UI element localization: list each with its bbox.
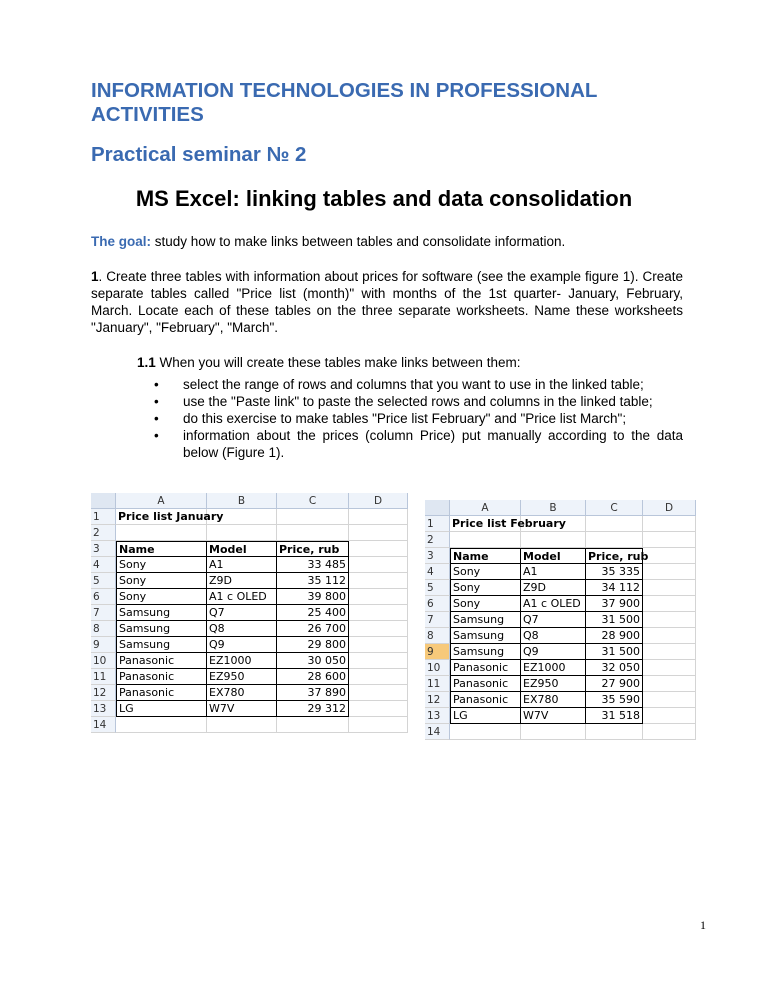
table-cell: Q8 <box>521 628 586 644</box>
empty-cell <box>643 692 696 708</box>
table-cell: EZ1000 <box>207 653 277 669</box>
empty-cell <box>643 660 696 676</box>
table-cell: Q8 <box>207 621 277 637</box>
excel-sheet-february <box>425 500 696 740</box>
empty-cell <box>349 541 408 557</box>
row-number: 5 <box>425 580 450 596</box>
document-title: INFORMATION TECHNOLOGIES IN PROFESSIONAL ACTIVITIES <box>91 79 598 126</box>
table-cell: EX780 <box>207 685 277 701</box>
row-number: 3 <box>91 541 116 557</box>
empty-cell <box>277 525 349 541</box>
select-all-corner <box>425 500 450 516</box>
table-cell: EZ950 <box>521 676 586 692</box>
table-cell: 31 500 <box>586 644 643 660</box>
page-number: 1 <box>700 918 706 932</box>
table-cell: 29 312 <box>277 701 349 717</box>
row-number: 2 <box>425 532 450 548</box>
task-1-paragraph <box>91 268 683 336</box>
goal-label: The goal: <box>91 234 151 249</box>
table-cell: LG <box>450 708 521 724</box>
table-cell: A1 <box>521 564 586 580</box>
task-1-1-number: 1.1 <box>137 355 156 370</box>
table-cell: A1 c OLED <box>207 589 277 605</box>
task-1-text: . Create three tables with information about prices for software (see the example figure 1). Create separate tables called "Price list (month)" with months of the 1st quarter- January, February, March. Locate each of these tables on the three separate worksheets. Name these worksheets "January", "February", "March". <box>91 269 683 335</box>
select-all-corner <box>91 493 116 509</box>
table-cell: Q9 <box>207 637 277 653</box>
sheet-title-cell: Price list January <box>118 510 224 523</box>
table-cell: 25 400 <box>277 605 349 621</box>
list-item: • do this exercise to make tables "Price list February" and "Price list March"; <box>154 411 627 426</box>
column-title-cell: Price, rub <box>588 550 649 563</box>
table-cell: Q7 <box>521 612 586 628</box>
empty-cell <box>521 724 586 740</box>
table-cell: Samsung <box>450 612 521 628</box>
column-title-cell: Price, rub <box>277 541 349 557</box>
empty-cell <box>207 509 277 525</box>
table-cell: Panasonic <box>450 676 521 692</box>
empty-cell <box>207 717 277 733</box>
row-number: 7 <box>425 612 450 628</box>
table-cell: 28 600 <box>277 669 349 685</box>
row-number: 9 <box>91 637 116 653</box>
table-cell: Samsung <box>116 605 207 621</box>
row-number: 7 <box>91 605 116 621</box>
empty-cell <box>586 532 643 548</box>
table-cell: 26 700 <box>277 621 349 637</box>
row-number: 6 <box>425 596 450 612</box>
table-cell: 35 335 <box>586 564 643 580</box>
excel-sheet-january <box>91 493 408 733</box>
empty-cell <box>450 532 521 548</box>
table-cell: W7V <box>207 701 277 717</box>
column-header: D <box>349 493 408 509</box>
column-header: A <box>450 500 521 516</box>
list-item: • select the range of rows and columns that you want to use in the linked table; <box>154 377 644 392</box>
empty-cell <box>643 580 696 596</box>
column-header: A <box>116 493 207 509</box>
excel-grid <box>425 500 696 740</box>
empty-cell <box>643 708 696 724</box>
table-cell: 33 485 <box>277 557 349 573</box>
column-title-cell: Name <box>450 548 521 564</box>
empty-cell <box>643 612 696 628</box>
row-number: 1 <box>91 509 116 525</box>
empty-cell <box>643 564 696 580</box>
empty-cell <box>116 717 207 733</box>
empty-cell <box>349 605 408 621</box>
empty-cell <box>521 516 586 532</box>
empty-cell <box>643 532 696 548</box>
bullet-icon: • <box>154 428 159 443</box>
table-cell: EZ1000 <box>521 660 586 676</box>
table-cell: 30 050 <box>277 653 349 669</box>
empty-cell <box>349 557 408 573</box>
table-cell: Sony <box>116 557 207 573</box>
column-header: B <box>521 500 586 516</box>
table-cell: A1 <box>207 557 277 573</box>
empty-cell <box>349 653 408 669</box>
empty-cell <box>450 724 521 740</box>
empty-cell <box>643 644 696 660</box>
table-cell: 35 112 <box>277 573 349 589</box>
row-number: 11 <box>91 669 116 685</box>
row-number: 4 <box>425 564 450 580</box>
row-number: 1 <box>425 516 450 532</box>
row-number: 12 <box>425 692 450 708</box>
table-cell: Samsung <box>116 621 207 637</box>
instruction-list <box>153 376 683 461</box>
row-number: 9 <box>425 644 450 660</box>
table-cell: Sony <box>450 596 521 612</box>
column-header: D <box>643 500 696 516</box>
empty-cell <box>349 621 408 637</box>
empty-cell <box>643 724 696 740</box>
table-cell: Q9 <box>521 644 586 660</box>
table-cell: 27 900 <box>586 676 643 692</box>
empty-cell <box>277 717 349 733</box>
excel-grid <box>91 493 408 733</box>
goal-paragraph <box>91 233 565 250</box>
column-header: B <box>207 493 277 509</box>
table-cell: Q7 <box>207 605 277 621</box>
empty-cell <box>349 669 408 685</box>
table-cell: 28 900 <box>586 628 643 644</box>
row-number: 12 <box>91 685 116 701</box>
table-cell: 39 800 <box>277 589 349 605</box>
row-number: 6 <box>91 589 116 605</box>
table-cell: Samsung <box>450 628 521 644</box>
empty-cell <box>643 676 696 692</box>
row-number: 4 <box>91 557 116 573</box>
column-header: C <box>586 500 643 516</box>
row-number: 14 <box>91 717 116 733</box>
empty-cell <box>349 509 408 525</box>
topic-heading: MS Excel: linking tables and data consolidation <box>135 186 633 211</box>
table-cell: Sony <box>450 564 521 580</box>
empty-cell <box>643 516 696 532</box>
table-cell: Panasonic <box>116 669 207 685</box>
table-cell: 34 112 <box>586 580 643 596</box>
table-cell: LG <box>116 701 207 717</box>
table-cell: 29 800 <box>277 637 349 653</box>
empty-cell <box>349 589 408 605</box>
sheet-title-cell: Price list February <box>452 517 566 530</box>
bullet-icon: • <box>154 411 159 426</box>
table-cell: Z9D <box>207 573 277 589</box>
table-cell: 32 050 <box>586 660 643 676</box>
table-cell: Sony <box>116 589 207 605</box>
empty-cell <box>643 628 696 644</box>
table-cell: Panasonic <box>450 660 521 676</box>
row-number: 13 <box>425 708 450 724</box>
row-number: 3 <box>425 548 450 564</box>
empty-cell <box>643 548 696 564</box>
empty-cell <box>207 525 277 541</box>
table-cell: Panasonic <box>450 692 521 708</box>
row-number: 10 <box>91 653 116 669</box>
table-cell: 37 900 <box>586 596 643 612</box>
table-cell: Samsung <box>450 644 521 660</box>
empty-cell <box>643 596 696 612</box>
table-cell: 37 890 <box>277 685 349 701</box>
task-1-1-text: When you will create these tables make links between them: <box>155 355 521 370</box>
task-1-number: 1 <box>91 269 99 284</box>
column-title-cell: Model <box>521 548 586 564</box>
column-header: C <box>277 493 349 509</box>
column-title-cell: Name <box>116 541 207 557</box>
task-1-1-paragraph <box>137 354 520 371</box>
table-cell: EX780 <box>521 692 586 708</box>
column-title-cell: Model <box>207 541 277 557</box>
row-number: 5 <box>91 573 116 589</box>
row-number: 10 <box>425 660 450 676</box>
row-number: 13 <box>91 701 116 717</box>
empty-cell <box>349 525 408 541</box>
list-item: • information about the prices (column Price) put manually according to the data below (Figure 1). <box>154 428 683 460</box>
table-cell: Panasonic <box>116 653 207 669</box>
row-number: 11 <box>425 676 450 692</box>
seminar-heading: Practical seminar № 2 <box>91 143 307 166</box>
empty-cell <box>586 724 643 740</box>
table-cell: 35 590 <box>586 692 643 708</box>
table-cell: EZ950 <box>207 669 277 685</box>
table-cell: W7V <box>521 708 586 724</box>
table-cell: Sony <box>450 580 521 596</box>
row-number: 14 <box>425 724 450 740</box>
empty-cell <box>349 717 408 733</box>
empty-cell <box>349 573 408 589</box>
bullet-icon: • <box>154 394 159 409</box>
table-cell: Sony <box>116 573 207 589</box>
empty-cell <box>349 701 408 717</box>
table-cell: 31 500 <box>586 612 643 628</box>
row-number: 8 <box>91 621 116 637</box>
empty-cell <box>586 516 643 532</box>
table-cell: Samsung <box>116 637 207 653</box>
table-cell: 31 518 <box>586 708 643 724</box>
row-number: 8 <box>425 628 450 644</box>
table-cell: A1 c OLED <box>521 596 586 612</box>
goal-text: study how to make links between tables and consolidate information. <box>151 234 566 249</box>
list-item: • use the "Paste link" to paste the selected rows and columns in the linked table; <box>154 394 653 409</box>
empty-cell <box>277 509 349 525</box>
table-cell: Panasonic <box>116 685 207 701</box>
empty-cell <box>521 532 586 548</box>
bullet-icon: • <box>154 377 159 392</box>
empty-cell <box>116 525 207 541</box>
empty-cell <box>349 685 408 701</box>
empty-cell <box>349 637 408 653</box>
row-number: 2 <box>91 525 116 541</box>
table-cell: Z9D <box>521 580 586 596</box>
